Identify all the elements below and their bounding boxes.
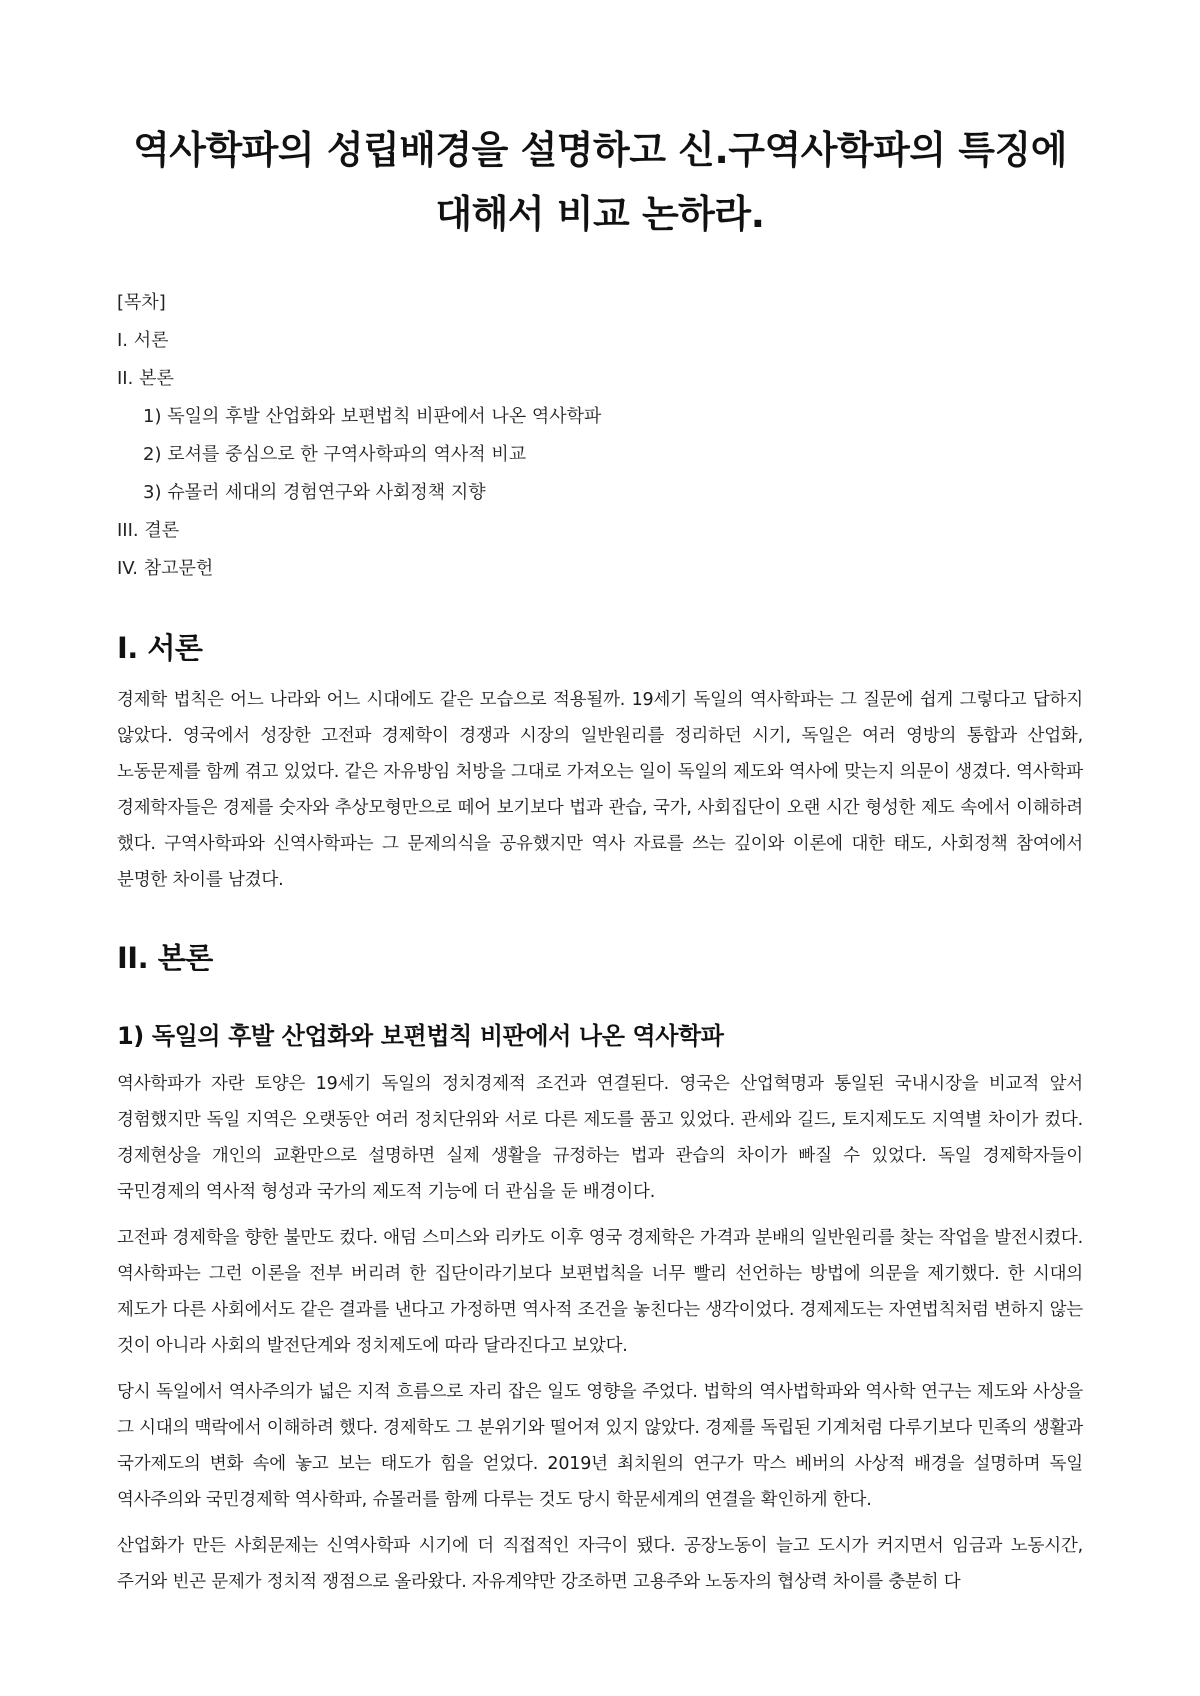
toc-item: 1) 독일의 후발 산업화와 보편법칙 비판에서 나온 역사학파 [143,406,602,427]
toc-item: II. 본론 [117,368,174,389]
toc-item: 3) 슈몰러 세대의 경험연구와 사회정책 지향 [143,482,486,503]
toc-item: IV. 참고문헌 [117,558,214,579]
body-paragraph: 역사학파가 자란 토양은 19세기 독일의 정치경제적 조건과 연결된다. 영국은 산업혁명과 통일된 국내시장을 비교적 앞서 경험했지만 독일 지역은 오랫동안 여러 정치단위와 서로 다른 제도를 품고 있었다. 관세와 길드, 토지제도도 지역별 차이가 컸다. 경제현상을 개인의 교환만으로 설명하면 실제 생활을 규정하는 법과 관습의 차이가 빠질 수 있었다. 독일 경제학자들이 국민경제의 역사적 형성과 국가의 제도적 기능에 더 관심을 둔 배경이다. [117,1074,1083,1202]
toc-heading: [목차] [117,292,166,313]
body-heading: II. 본론 [117,941,213,975]
body-paragraph: 고전파 경제학을 향한 불만도 컸다. 애덤 스미스와 리카도 이후 영국 경제학은 가격과 분배의 일반원리를 찾는 작업을 발전시켰다. 역사학파는 그런 이론을 전부 버리려 한 집단이라기보다 보편법칙을 너무 빨리 선언하는 방법에 의문을 제기했다. 한 시대의 제도가 다른 사회에서도 같은 결과를 낸다고 가정하면 역사적 조건을 놓친다는 생각이었다. 경제제도는 자연법칙처럼 변하지 않는 것이 아니라 사회의 발전단계와 정치제도에 따라 달라진다고 보았다. [117,1228,1083,1356]
table-of-contents [117,284,1083,588]
document-title: 역사학파의 성립배경을 설명하고 신.구역사학파의 특징에 대해서 비교 논하라. [133,128,1067,236]
intro-heading: I. 서론 [117,631,203,665]
body-paragraph: 산업화가 만든 사회문제는 신역사학파 시기에 더 직접적인 자극이 됐다. 공장노동이 늘고 도시가 커지면서 임금과 노동시간, 주거와 빈곤 문제가 정치적 쟁점으로 올라왔다. 자유계약만 강조하면 고용주와 노동자의 협상력 차이를 충분히 다 [117,1536,1083,1592]
toc-item: 2) 로셔를 중심으로 한 구역사학파의 역사적 비교 [143,444,527,465]
intro-paragraph: 경제학 법칙은 어느 나라와 어느 시대에도 같은 모습으로 적용될까. 19세기 독일의 역사학파는 그 질문에 쉽게 그렇다고 답하지 않았다. 영국에서 성장한 고전파 경제학이 경쟁과 시장의 일반원리를 정리하던 시기, 독일은 여러 영방의 통합과 산업화, 노동문제를 함께 겪고 있었다. 같은 자유방임 처방을 그대로 가져오는 일이 독일의 제도와 역사에 맞는지 의문이 생겼다. 역사학파 경제학자들은 경제를 숫자와 추상모형만으로 떼어 보기보다 법과 관습, 국가, 사회집단이 오랜 시간 형성한 제도 속에서 이해하려 했다. 구역사학파와 신역사학파는 그 문제의식을 공유했지만 역사 자료를 쓰는 깊이와 이론에 대한 태도, 사회정책 참여에서 분명한 차이를 남겼다. [117,690,1083,890]
subsection-1-heading: 1) 독일의 후발 산업화와 보편법칙 비판에서 나온 역사학파 [117,1022,724,1050]
toc-item: III. 결론 [117,520,180,541]
body-paragraph: 당시 독일에서 역사주의가 넓은 지적 흐름으로 자리 잡은 일도 영향을 주었다. 법학의 역사법학파와 역사학 연구는 제도와 사상을 그 시대의 맥락에서 이해하려 했다. 경제학도 그 분위기와 떨어져 있지 않았다. 경제를 독립된 기계처럼 다루기보다 민족의 생활과 국가제도의 변화 속에 놓고 보는 태도가 힘을 얻었다. 2019년 최치원의 연구가 막스 베버의 사상적 배경을 설명하며 독일 역사주의와 국민경제학 역사학파, 슈몰러를 함께 다루는 것도 당시 학문세계의 연결을 확인하게 한다. [117,1382,1083,1510]
toc-item: I. 서론 [117,330,169,351]
